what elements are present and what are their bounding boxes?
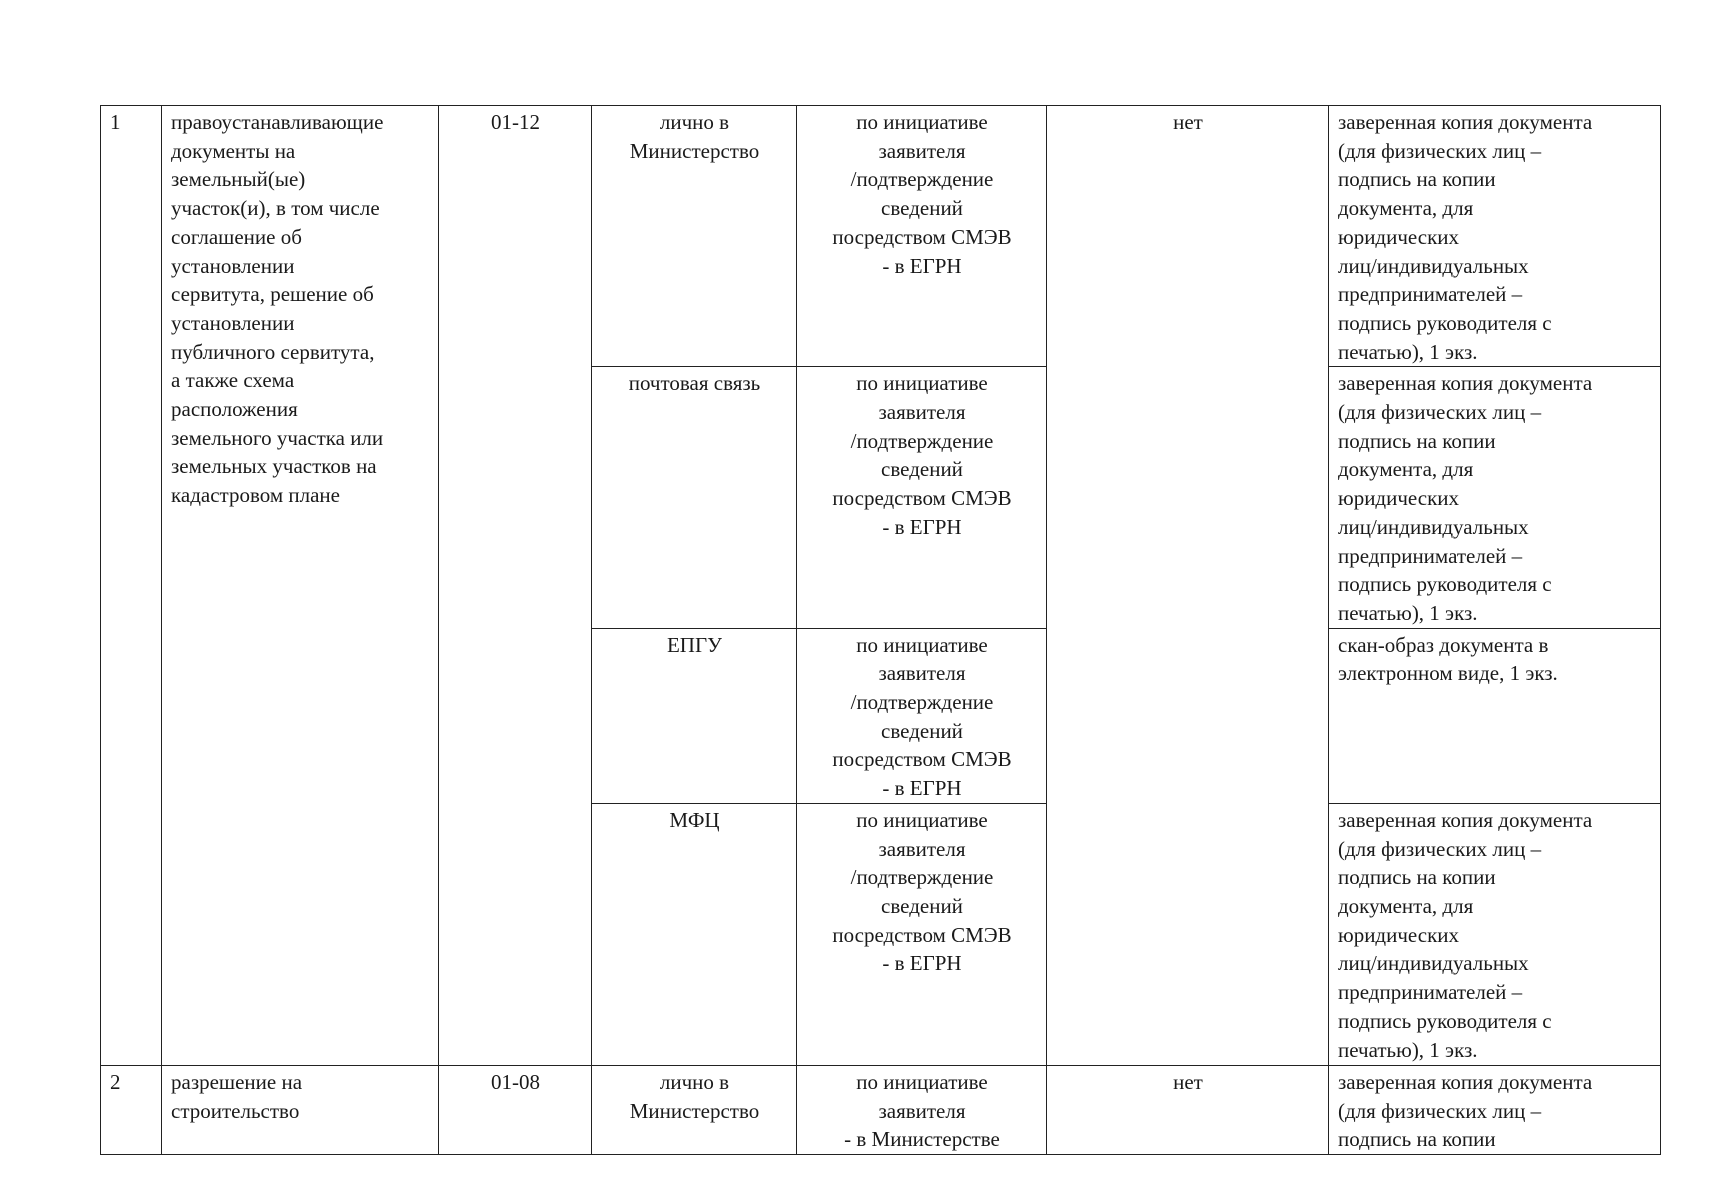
form-lines (1338, 1068, 1652, 1154)
text-line: подпись на копии (1338, 1127, 1496, 1152)
channel-cell (592, 803, 797, 1065)
text-line: юридических (1338, 922, 1460, 947)
form-cell (1329, 803, 1661, 1065)
basis-cell (797, 367, 1047, 628)
text-line: публичного сервитута, (171, 339, 375, 364)
channel-cell (592, 106, 797, 367)
text-line: /подтверждение (850, 865, 994, 890)
text-line: разрешение на (171, 1069, 303, 1094)
text-line: подпись на копии (1338, 167, 1496, 192)
channel-lines (601, 1068, 788, 1125)
text-line: расположения (171, 397, 298, 422)
form-lines (1338, 108, 1652, 366)
basis-cell (797, 1065, 1047, 1154)
text-line: печатью), 1 экз. (1338, 600, 1478, 625)
text-line: по инициативе (856, 632, 988, 657)
text-line: посредством СМЭВ (832, 224, 1012, 249)
row-number: 1 (101, 106, 162, 1066)
text-line: электронном виде, 1 экз. (1338, 661, 1558, 686)
text-line: /подтверждение (850, 167, 994, 192)
form-cell (1329, 1065, 1661, 1154)
text-line: подпись руководителя с (1338, 310, 1552, 335)
text-line: участок(и), в том числе (171, 196, 380, 221)
text-line: подпись руководителя с (1338, 1008, 1552, 1033)
document-name-lines (171, 1068, 430, 1125)
text-line: посредством СМЭВ (832, 486, 1012, 511)
text-line: (для физических лиц – (1338, 1098, 1542, 1123)
text-line: по инициативе (856, 371, 988, 396)
channel-lines (601, 806, 788, 835)
form-cell (1329, 367, 1661, 628)
text-line: - в ЕГРН (882, 776, 962, 801)
text-line: заверенная копия документа (1338, 807, 1593, 832)
text-line: предпринимателей – (1338, 980, 1523, 1005)
text-line: - в ЕГРН (882, 253, 962, 278)
text-line: сведений (881, 196, 963, 221)
text-line: по инициативе (856, 1069, 988, 1094)
text-line: подпись руководителя с (1338, 572, 1552, 597)
text-line: /подтверждение (850, 690, 994, 715)
text-line: а также схема (171, 368, 295, 393)
basis-cell (797, 106, 1047, 367)
text-line: заверенная копия документа (1338, 1069, 1593, 1094)
text-line: заявителя (878, 1098, 966, 1123)
text-line: Министерство (629, 1098, 760, 1123)
basis-cell (797, 628, 1047, 803)
text-line: подпись на копии (1338, 865, 1496, 890)
text-line: сведений (881, 718, 963, 743)
channel-lines (601, 369, 788, 398)
row-number: 2 (101, 1065, 162, 1154)
text-line: ЕПГУ (666, 632, 722, 657)
text-line: земельных участков на (171, 454, 377, 479)
text-line: печатью), 1 экз. (1338, 339, 1478, 364)
text-line: правоустанавливающие (171, 110, 384, 134)
text-line: юридических (1338, 224, 1460, 249)
text-line: сведений (881, 457, 963, 482)
text-line: печатью), 1 экз. (1338, 1037, 1478, 1062)
document-code: 01-12 (439, 106, 592, 1066)
text-line: (для физических лиц – (1338, 836, 1542, 861)
text-line: - в Министерстве (844, 1127, 1000, 1152)
channel-cell (592, 628, 797, 803)
text-line: заявителя (878, 661, 966, 686)
text-line: (для физических лиц – (1338, 400, 1542, 425)
text-line: заверенная копия документа (1338, 110, 1593, 134)
text-line: - в ЕГРН (882, 514, 962, 539)
text-line: земельного участка или (171, 425, 384, 450)
form-cell (1329, 106, 1661, 367)
basis-lines (806, 631, 1038, 803)
text-line: установлении (171, 310, 295, 335)
basis-lines (806, 1068, 1038, 1154)
text-line: строительство (171, 1098, 300, 1123)
channel-lines (601, 108, 788, 165)
basis-lines (806, 108, 1038, 280)
text-line: подпись на копии (1338, 428, 1496, 453)
text-line: юридических (1338, 486, 1460, 511)
text-line: заявителя (878, 138, 966, 163)
text-line: посредством СМЭВ (832, 747, 1012, 772)
text-line: документа, для (1338, 457, 1474, 482)
text-line: документа, для (1338, 196, 1474, 221)
channel-cell (592, 1065, 797, 1154)
text-line: соглашение об (171, 224, 302, 249)
text-line: лиц/индивидуальных (1338, 951, 1529, 976)
basis-lines (806, 806, 1038, 978)
text-line: документа, для (1338, 893, 1474, 918)
text-line: по инициативе (856, 807, 988, 832)
text-line: земельный(ые) (171, 167, 306, 192)
channel-lines (601, 631, 788, 660)
text-line: лиц/индивидуальных (1338, 514, 1529, 539)
text-line: Министерство (629, 138, 760, 163)
text-line: скан-образ документа в (1338, 632, 1549, 657)
text-line: заверенная копия документа (1338, 371, 1593, 396)
basis-lines (806, 369, 1038, 541)
table-row (101, 106, 1661, 367)
text-line: по инициативе (856, 110, 988, 134)
document-code: 01-08 (439, 1065, 592, 1154)
text-line: МФЦ (669, 807, 720, 832)
form-cell (1329, 628, 1661, 803)
text-line: заявителя (878, 836, 966, 861)
text-line: посредством СМЭВ (832, 922, 1012, 947)
text-line: предпринимателей – (1338, 282, 1523, 307)
basis-cell (797, 803, 1047, 1065)
form-lines (1338, 806, 1652, 1064)
document-name-cell (162, 1065, 439, 1154)
text-line: - в ЕГРН (882, 951, 962, 976)
documents-table (100, 105, 1661, 1155)
text-line: сведений (881, 893, 963, 918)
form-lines (1338, 631, 1652, 688)
document-name-lines (171, 108, 430, 510)
text-line: документы на (171, 138, 296, 163)
text-line: лично в (659, 110, 730, 134)
text-line: лично в (659, 1069, 730, 1094)
requirement-cell: нет (1047, 106, 1329, 1066)
text-line: (для физических лиц – (1338, 138, 1542, 163)
text-line: заявителя (878, 400, 966, 425)
text-line: почтовая связь (628, 371, 761, 396)
document-name-cell (162, 106, 439, 1066)
text-line: установлении (171, 253, 295, 278)
text-line: кадастровом плане (171, 483, 340, 508)
requirement-cell: нет (1047, 1065, 1329, 1154)
text-line: лиц/индивидуальных (1338, 253, 1529, 278)
channel-cell (592, 367, 797, 628)
table-row (101, 1065, 1661, 1154)
form-lines (1338, 369, 1652, 627)
text-line: /подтверждение (850, 428, 994, 453)
text-line: предпринимателей – (1338, 543, 1523, 568)
text-line: сервитута, решение об (171, 282, 374, 307)
